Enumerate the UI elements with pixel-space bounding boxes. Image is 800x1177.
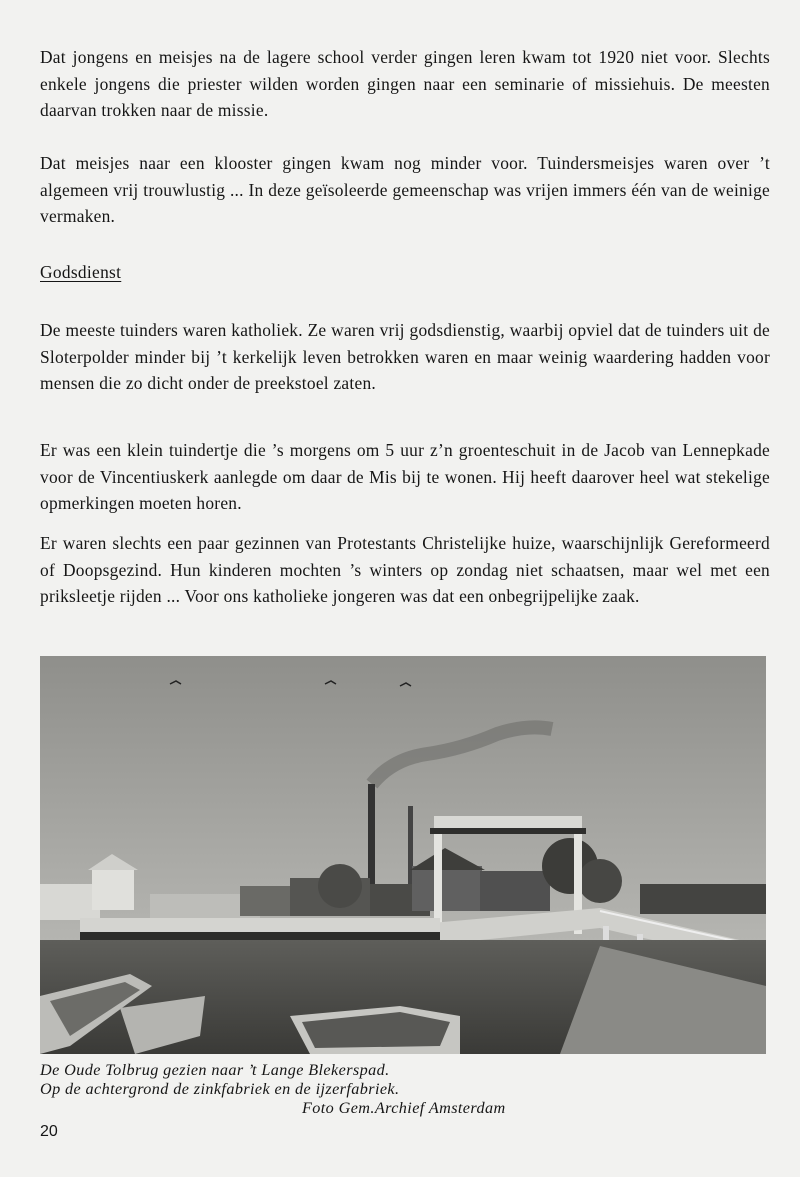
photo-caption bbox=[40, 1061, 506, 1118]
paragraph-catholic: De meeste tuinders waren katholiek. Ze waren vrij godsdienstig, waarbij opviel dat de tuinders uit de Sloterpolder minder bij ’t kerkelijk leven betrokken waren en maar weinig waardering hadden voor mensen die zo dicht onder de preekstoel zaten. bbox=[40, 320, 770, 394]
paragraph-convent: Dat meisjes naar een klooster gingen kwam nog minder voor. Tuindersmeisjes waren over ’t algemeen vrij trouwlustig ... In deze geïsoleerde gemeenschap was vrijen immers één van de weinige vermaken. bbox=[40, 153, 770, 227]
photo-credit: Foto Gem.Archief Amsterdam bbox=[302, 1099, 506, 1117]
paragraph-education: Dat jongens en meisjes na de lagere school verder gingen leren kwam tot 1920 niet voor. Slechts enkele jongens die priester wilden worden gingen naar een seminarie of missiehuis. De meesten daarvan trokken naar de missie. bbox=[40, 47, 770, 121]
paragraph-protestant: Er waren slechts een paar gezinnen van Protestants Christelijke huize, waarschijnlijk Gereformeerd of Doopsgezind. Hun kinderen mochten ’s winters op zondag niet schaatsen, maar wel met een priksleetje rijden ... Voor ons katholieke jongeren was dat een onbegrijpelijke zaak. bbox=[40, 533, 770, 607]
photo-illustration bbox=[40, 656, 766, 1054]
caption-line-1: De Oude Tolbrug gezien naar ’t Lange Blekerspad. bbox=[40, 1061, 390, 1079]
section-heading: Godsdienst bbox=[40, 262, 122, 282]
page-number: 20 bbox=[40, 1123, 58, 1140]
caption-line-2: Op de achtergrond de zinkfabriek en de ijzerfabriek. bbox=[40, 1080, 400, 1098]
bridge-photograph bbox=[40, 656, 766, 1054]
paragraph-market-gardener: Er was een klein tuindertje die ’s morgens om 5 uur z’n groenteschuit in de Jacob van Lennepkade voor de Vincentiuskerk aanlegde om daar de Mis bij te wonen. Hij heeft daarover heel wat stekelige opmerkingen moeten horen. bbox=[40, 440, 770, 514]
